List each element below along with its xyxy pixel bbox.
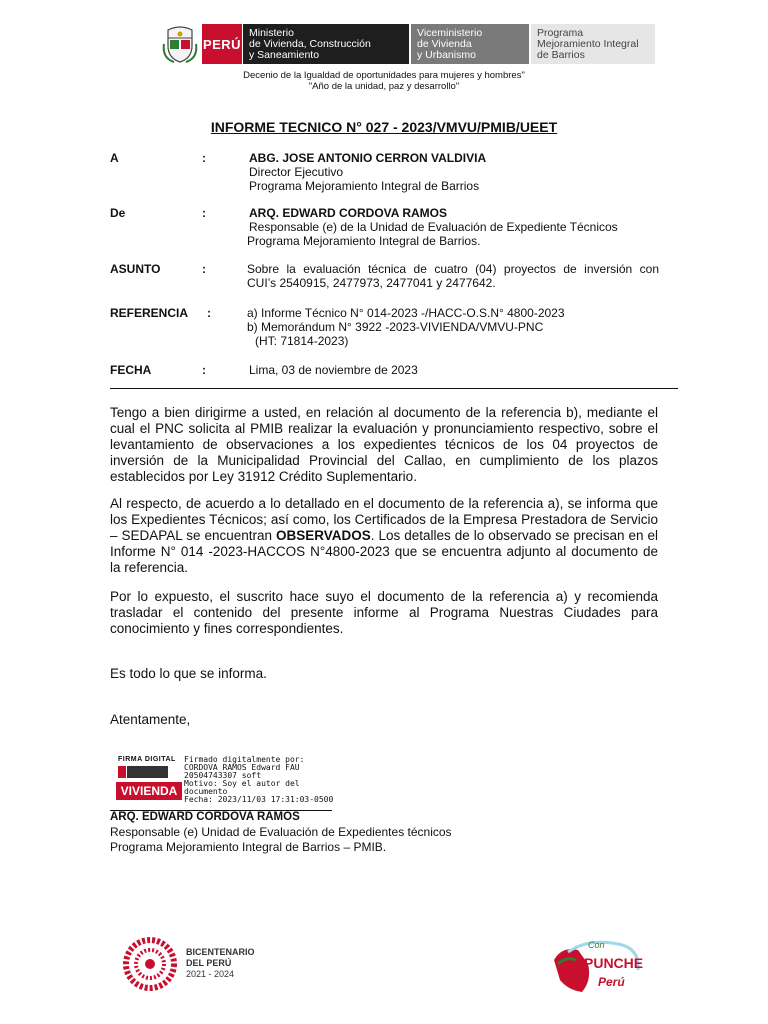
- viceministerio-line: de Vivienda: [417, 37, 472, 50]
- signer-program: Programa Mejoramiento Integral de Barrios – PMIB.: [110, 840, 387, 854]
- a-sep: :: [202, 151, 206, 165]
- bicentenario-logo-icon: [120, 934, 180, 994]
- a-block: [249, 151, 486, 193]
- signature-line: documento: [184, 787, 228, 796]
- de-line: Programa Mejoramiento Integral de Barrios.: [247, 234, 481, 248]
- ministerio-line: Ministerio: [249, 26, 294, 39]
- decenio-line: "Año de la unidad, paz y desarrollo": [308, 81, 460, 92]
- fecha-sep: :: [202, 363, 206, 377]
- decenio-line: Decenio de la Igualdad de oportunidades para mujeres y hombres": [243, 70, 525, 81]
- viceministerio-box: [411, 24, 529, 64]
- paragraph-4: Es todo lo que se informa.: [110, 666, 267, 681]
- signature-line: Firmado digitalmente por:: [184, 755, 305, 764]
- viceministerio-line: y Urbanismo: [417, 48, 476, 61]
- vivienda-badge: VIVIENDA: [116, 782, 182, 800]
- paragraph-3: Por lo expuesto, el suscrito hace suyo el documento de la referencia a) y recomienda trasladar el contenido del presente informe al Programa Nuestras Ciudades para conocimiento y fines correspondientes.: [110, 589, 658, 636]
- fecha-value: Lima, 03 de noviembre de 2023: [249, 363, 418, 377]
- firma-digital-label: FIRMA DIGITAL: [118, 756, 176, 763]
- a-label: A: [110, 151, 119, 165]
- ministerio-line: y Saneamiento: [249, 48, 320, 61]
- asunto-label: ASUNTO: [110, 262, 161, 276]
- viceministerio-line: Viceministerio: [417, 26, 483, 39]
- de-label: De: [110, 206, 126, 220]
- asunto-line: CUI’s 2540915, 2477973, 2477041 y 2477642.: [247, 276, 496, 290]
- asunto-line: Sobre la evaluación técnica de cuatro (04) proyectos de inversión con: [247, 262, 659, 276]
- paragraph-5: Atentamente,: [110, 712, 191, 727]
- paragraph-1: Tengo a bien dirigirme a usted, en relación al documento de la referencia b), mediante el cual el PNC solicita al PMIB realizar la evaluación y pronunciamiento respectivo, sobre el levantamiento de observaciones a los expedientes técnicos de los 04 proyectos de inversión de la Municipalidad Provincial del Callao, en cumplimiento de los plazos establecidos por Ley 31912 Crédito Suplementario.: [110, 405, 658, 484]
- bicentenario-line: 2021 - 2024: [186, 969, 235, 979]
- fecha-label: FECHA: [110, 363, 152, 377]
- de-sep: :: [202, 206, 206, 220]
- ministerio-box: [242, 24, 409, 64]
- de-name: ARQ. EDWARD CORDOVA RAMOS: [249, 206, 447, 220]
- bicentenario-text: [186, 947, 255, 980]
- digital-signature-text: [184, 756, 333, 804]
- signature-line: CORDOVA RAMOS Edward FAU: [184, 763, 300, 772]
- programa-box: [531, 24, 655, 64]
- bicentenario-line: DEL PERÚ: [186, 958, 232, 968]
- signer-role: Responsable (e) Unidad de Evaluación de Expedientes técnicos: [110, 825, 452, 839]
- de-line: Responsable (e) de la Unidad de Evaluación de Expediente Técnicos: [249, 220, 618, 234]
- punche-con-text: Con: [588, 940, 605, 950]
- bicentenario-line: BICENTENARIO: [186, 947, 255, 957]
- de-block: [249, 206, 618, 248]
- ministry-mini-logo-icon: [118, 766, 168, 778]
- a-line: Director Ejecutivo: [249, 165, 344, 179]
- paragraph-2-text: Al respecto, de acuerdo a lo detallado en el documento de la referencia a), se informa que los Expedientes Técnicos; así como, los Certificados de la Empresa Prestadora de Servicio – SEDAPAL se encuentran: [110, 496, 658, 543]
- con-punche-peru-logo-icon: [548, 930, 648, 998]
- referencia-line: b) Memorándum N° 3922 -2023-VIVIENDA/VMVU-PNC: [247, 320, 544, 334]
- referencia-line: (HT: 71814-2023): [255, 334, 349, 348]
- referencia-line: a) Informe Técnico N° 014-2023 -/HACC-O.S.N° 4800-2023: [247, 306, 565, 320]
- paragraph-2: [110, 496, 658, 576]
- peru-badge: PERÚ: [202, 24, 242, 64]
- referencia-label: REFERENCIA: [110, 306, 189, 320]
- document-title: INFORME TECNICO N° 027 - 2023/VMVU/PMIB/UEET: [210, 119, 558, 135]
- observados-text: OBSERVADOS: [276, 528, 371, 543]
- asunto-block: [247, 262, 659, 290]
- programa-line: de Barrios: [537, 48, 585, 61]
- a-name: ABG. JOSE ANTONIO CERRON VALDIVIA: [249, 151, 487, 165]
- asunto-sep: :: [202, 262, 206, 276]
- ministerio-line: de Vivienda, Construcción: [249, 37, 371, 50]
- coat-of-arms-icon: [162, 24, 198, 64]
- signer-name: ARQ. EDWARD CORDOVA RAMOS: [110, 811, 300, 823]
- a-line: Programa Mejoramiento Integral de Barrios: [249, 179, 480, 193]
- referencia-sep: :: [207, 306, 211, 320]
- signature-line: Motivo: Soy el autor del: [184, 779, 300, 788]
- referencia-block: [247, 306, 565, 348]
- punche-peru-text: Perú: [598, 975, 625, 989]
- punche-word-text: PUNCHE: [584, 955, 644, 971]
- decenio-text: [0, 70, 768, 92]
- signature-line: 20504743307 soft: [184, 771, 262, 780]
- header-logos: [162, 24, 655, 64]
- programa-line: Programa: [537, 26, 584, 39]
- divider: [110, 388, 678, 389]
- signature-line: Fecha: 2023/11/03 17:31:03-0500: [184, 795, 334, 804]
- paragraph-2-text: . Los detalles de lo observado se precisan en el Informe N° 014 -2023-HACCOS N°4800-2023 que se encuentra adjunto al documento de la referencia.: [110, 528, 658, 575]
- programa-line: Mejoramiento Integral: [537, 37, 639, 50]
